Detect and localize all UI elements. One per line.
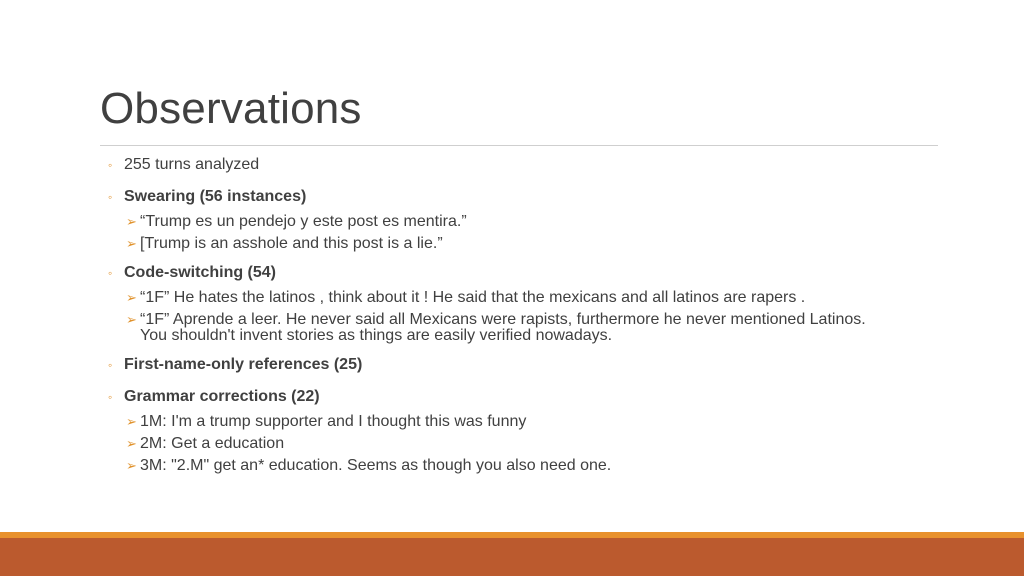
arrow-bullet-icon: ➢ xyxy=(126,414,137,429)
bullet-item xyxy=(108,354,908,376)
circle-bullet-icon: ◦ xyxy=(108,358,113,372)
arrow-bullet-icon: ➢ xyxy=(126,312,137,327)
sub-bullet-text: [Trump is an asshole and this post is a lie.” xyxy=(140,235,443,252)
bullet-text: Code-switching (54) xyxy=(124,264,277,281)
bullet-group xyxy=(108,154,908,176)
sub-bullet-item xyxy=(126,214,908,230)
bullet-text: Grammar corrections (22) xyxy=(124,388,320,405)
sub-bullet-text: 2M: Get a education xyxy=(140,435,285,452)
circle-bullet-icon: ◦ xyxy=(108,158,113,172)
sub-bullet-item xyxy=(126,458,908,474)
circle-bullet-icon: ◦ xyxy=(108,190,113,204)
bullet-group xyxy=(108,186,908,252)
circle-bullet-icon: ◦ xyxy=(108,266,113,280)
bullet-group xyxy=(108,354,908,376)
sub-bullet-item xyxy=(126,236,908,252)
arrow-bullet-icon: ➢ xyxy=(126,458,137,473)
sub-bullet-text: “Trump es un pendejo y este post es mentira.” xyxy=(140,213,467,230)
arrow-bullet-icon: ➢ xyxy=(126,236,137,251)
sub-bullet-text: “1F” He hates the latinos , think about it ! He said that the mexicans and all latinos are rapers . xyxy=(140,289,806,306)
sub-bullet-text: 3M: "2.M" get an* education. Seems as though you also need one. xyxy=(140,457,612,474)
bullet-item xyxy=(108,386,908,408)
bullet-group xyxy=(108,386,908,474)
sub-bullet-item xyxy=(126,312,908,344)
bullet-group xyxy=(108,262,908,344)
circle-bullet-icon: ◦ xyxy=(108,390,113,404)
arrow-bullet-icon: ➢ xyxy=(126,436,137,451)
sub-bullet-item xyxy=(126,414,908,430)
title-divider xyxy=(100,145,938,146)
bullet-text: Swearing (56 instances) xyxy=(124,188,307,205)
bullet-text: First-name-only references (25) xyxy=(124,356,363,373)
bullet-text: 255 turns analyzed xyxy=(124,156,260,173)
sub-bullet-text: 1M: I'm a trump supporter and I thought this was funny xyxy=(140,413,527,430)
bullet-item xyxy=(108,262,908,284)
bullet-list xyxy=(108,154,908,484)
sub-bullet-item xyxy=(126,436,908,452)
bullet-item xyxy=(108,154,908,176)
sub-bullet-text: “1F” Aprende a leer. He never said all Mexicans were rapists, furthermore he never mentioned Latinos. You shouldn't invent stories as things are easily verified nowadays. xyxy=(140,311,866,344)
arrow-bullet-icon: ➢ xyxy=(126,290,137,305)
sub-bullet-item xyxy=(126,290,908,306)
slide-title: Observations xyxy=(100,84,362,133)
footer-bar xyxy=(0,538,1024,576)
bullet-item xyxy=(108,186,908,208)
arrow-bullet-icon: ➢ xyxy=(126,214,137,229)
